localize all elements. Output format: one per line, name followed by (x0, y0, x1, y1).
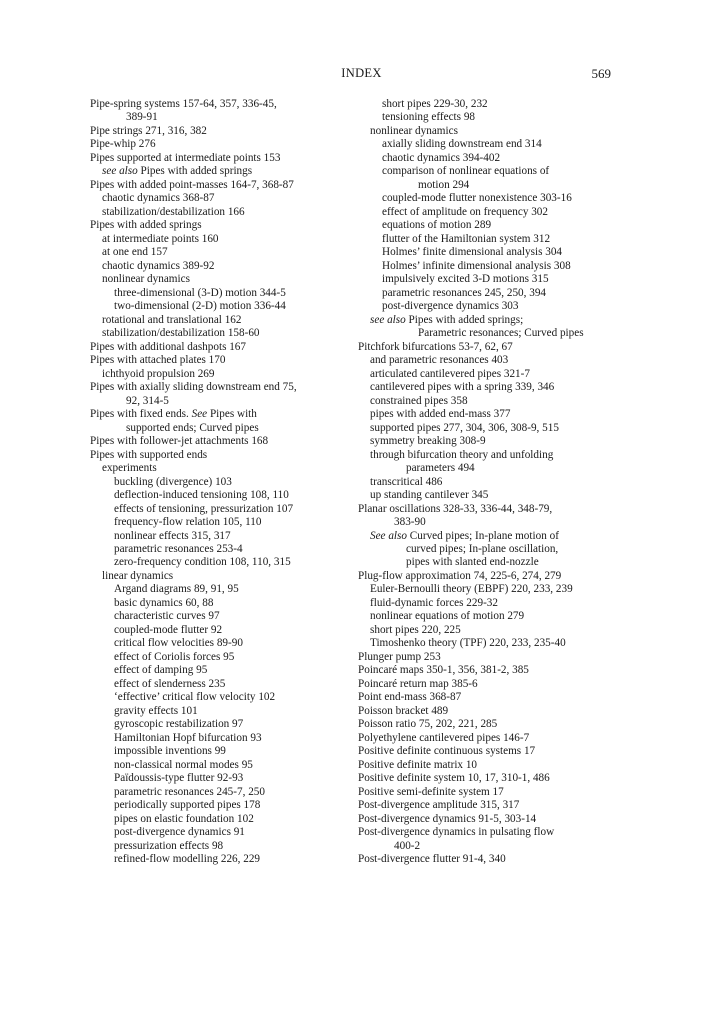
page-number: 569 (591, 66, 611, 81)
index-entry (358, 826, 648, 839)
entry-text: flutter of the Hamiltonian system 312 (382, 232, 551, 245)
index-subentry (382, 273, 648, 286)
entry-text: effects of tensioning, pressurization 107 (114, 502, 294, 515)
index-subentry (370, 489, 648, 502)
index-entry (358, 678, 648, 691)
index-entry (90, 381, 360, 394)
entry-text: cantilevered pipes with a spring 339, 346 (370, 381, 555, 394)
entry-text: parameters 494 (406, 462, 475, 475)
entry-text: parametric resonances 253-4 (114, 542, 243, 555)
entry-text: supported pipes 277, 304, 306, 308-9, 515 (370, 421, 559, 434)
index-entry (90, 449, 360, 462)
index-subentry (370, 476, 648, 489)
entry-text: fluid-dynamic forces 229-32 (370, 596, 498, 609)
index-entry (90, 341, 360, 354)
entry-text: Positive definite matrix 10 (358, 758, 478, 771)
entry-text: basic dynamics 60, 88 (114, 596, 214, 609)
index-subentry (382, 192, 648, 205)
entry-text: two-dimensional (2-D) motion 336-44 (114, 300, 286, 313)
entry-text: buckling (divergence) 103 (114, 475, 232, 488)
entry-text: nonlinear dynamics (370, 124, 458, 137)
entry-text: Pipes with attached plates 170 (90, 354, 226, 367)
entry-text: Timoshenko theory (TPF) 220, 233, 235-40 (370, 637, 566, 650)
entry-text: effect of Coriolis forces 95 (114, 650, 235, 663)
index-subentry (114, 691, 360, 704)
index-subentry (114, 610, 360, 623)
cross-reference-label: See also (370, 529, 407, 542)
index-subentry (114, 651, 360, 664)
entry-text: Pipes supported at intermediate points 153 (90, 151, 281, 164)
entry-text: motion 294 (418, 178, 470, 191)
entry-text: 389-91 (126, 111, 158, 124)
index-entry (358, 772, 648, 785)
entry-text: tensioning effects 98 (382, 111, 476, 124)
entry-text: effect of amplitude on frequency 302 (382, 205, 548, 218)
cross-reference-label: see also (370, 313, 406, 326)
index-entry (358, 786, 648, 799)
entry-text: Curved pipes; In-plane motion of (406, 529, 559, 542)
index-entry (358, 853, 648, 866)
index-subentry (382, 138, 648, 151)
index-entry-continuation (126, 395, 360, 408)
entry-text: up standing cantilever 345 (370, 489, 489, 502)
entry-text: Pipes with follower-jet attachments 168 (90, 435, 269, 448)
index-subentry (102, 327, 360, 340)
index-subentry (114, 489, 360, 502)
entry-text: Pipes with added springs (137, 165, 253, 178)
entry-text: pipes on elastic foundation 102 (114, 812, 254, 825)
entry-text: Argand diagrams 89, 91, 95 (114, 583, 239, 596)
entry-text: impulsively excited 3-D motions 315 (382, 273, 549, 286)
entry-text: Poisson ratio 75, 202, 221, 285 (358, 718, 498, 731)
entry-text: zero-frequency condition 108, 110, 315 (114, 556, 291, 569)
entry-text: Point end-mass 368-87 (358, 691, 462, 704)
index-entry-continuation (126, 422, 360, 435)
entry-text: stabilization/destabilization 158-60 (102, 327, 260, 340)
index-subentry (102, 368, 360, 381)
index-column-left (90, 98, 360, 867)
index-subentry (114, 826, 360, 839)
index-subentry (114, 718, 360, 731)
index-subentry (382, 260, 648, 273)
entry-text: Pipes with additional dashpots 167 (90, 340, 246, 353)
entry-text: Positive definite system 10, 17, 310-1, 486 (358, 772, 550, 785)
index-entry (90, 152, 360, 165)
index-entry (90, 138, 360, 151)
index-entry (90, 98, 360, 111)
index-entry-continuation (406, 556, 648, 569)
entry-text: Plunger pump 253 (358, 650, 441, 663)
entry-text: nonlinear dynamics (102, 273, 190, 286)
index-subentry (114, 678, 360, 691)
entry-text: experiments (102, 462, 157, 475)
index-entry (90, 408, 360, 421)
entry-text: 383-90 (394, 516, 426, 529)
index-subentry (370, 381, 648, 394)
index-subentry (102, 246, 360, 259)
index-subentry (114, 476, 360, 489)
index-subentry (102, 273, 360, 286)
index-entry (358, 651, 648, 664)
index-subentry (382, 152, 648, 165)
index-subentry (370, 449, 648, 462)
entry-text: Pipes with added springs; (405, 313, 524, 326)
index-entry (358, 718, 648, 731)
entry-text: Pipes with added springs (90, 219, 202, 232)
index-subentry (114, 759, 360, 772)
index-subentry (114, 840, 360, 853)
index-entry (358, 341, 648, 354)
index-subentry (370, 597, 648, 610)
entry-text: Poisson bracket 489 (358, 704, 449, 717)
index-subentry (102, 570, 360, 583)
entry-text: pipes with added end-mass 377 (370, 408, 511, 421)
index-subentry (382, 165, 648, 178)
index-entry-continuation (126, 111, 360, 124)
index-subentry (114, 772, 360, 785)
entry-text: constrained pipes 358 (370, 394, 468, 407)
index-subentry (114, 516, 360, 529)
entry-text: 92, 314-5 (126, 394, 169, 407)
index-subentry (114, 786, 360, 799)
index-subentry (382, 98, 648, 111)
entry-text: Pipes with (207, 408, 257, 421)
entry-text: 400-2 (394, 839, 421, 852)
index-subentry (370, 435, 648, 448)
entry-text: through bifurcation theory and unfolding (370, 448, 554, 461)
index-subentry (370, 354, 648, 367)
entry-text: rotational and translational 162 (102, 313, 242, 326)
index-subentry (114, 530, 360, 543)
entry-text: post-divergence dynamics 303 (382, 300, 519, 313)
index-subentry (382, 300, 648, 313)
index-entry (90, 179, 360, 192)
index-subentry (114, 583, 360, 596)
entry-text: gravity effects 101 (114, 704, 198, 717)
entry-text: symmetry breaking 308-9 (370, 435, 486, 448)
index-entry (358, 732, 648, 745)
entry-text: nonlinear equations of motion 279 (370, 610, 525, 623)
index-column-right (358, 98, 648, 867)
index-entry (358, 664, 648, 677)
entry-text: Pitchfork bifurcations 53-7, 62, 67 (358, 340, 513, 353)
index-subentry (114, 745, 360, 758)
index-subentry (370, 368, 648, 381)
entry-text: nonlinear effects 315, 317 (114, 529, 231, 542)
entry-text: Pipe strings 271, 316, 382 (90, 124, 207, 137)
index-entry-continuation (394, 516, 648, 529)
entry-text: Post-divergence dynamics in pulsating flow (358, 826, 555, 839)
index-subentry (114, 813, 360, 826)
index-subentry (382, 219, 648, 232)
index-subentry (114, 543, 360, 556)
index-entry (358, 745, 648, 758)
index-subentry (114, 853, 360, 866)
index-subentry (370, 314, 648, 327)
entry-text: axially sliding downstream end 314 (382, 138, 542, 151)
index-subentry (382, 287, 648, 300)
entry-text: effect of slenderness 235 (114, 677, 226, 690)
index-subentry (102, 233, 360, 246)
index-entry (358, 570, 648, 583)
entry-text: articulated cantilevered pipes 321-7 (370, 367, 530, 380)
entry-text: effect of damping 95 (114, 664, 208, 677)
index-entry-continuation (394, 840, 648, 853)
index-entry-continuation (406, 462, 648, 475)
index-subentry (370, 125, 648, 138)
index-entry (358, 799, 648, 812)
entry-text: Hamiltonian Hopf bifurcation 93 (114, 731, 262, 744)
entry-text: at one end 157 (102, 246, 168, 259)
index-subentry (370, 530, 648, 543)
entry-text: Post-divergence flutter 91-4, 340 (358, 853, 506, 866)
entry-text: Parametric resonances; Curved pipes (418, 327, 584, 340)
entry-text: short pipes 229-30, 232 (382, 98, 488, 110)
entry-text: equations of motion 289 (382, 219, 492, 232)
entry-text: Poincaré return map 385-6 (358, 677, 478, 690)
entry-text: critical flow velocities 89-90 (114, 637, 243, 650)
entry-text: Polyethylene cantilevered pipes 146-7 (358, 731, 530, 744)
index-subentry (114, 637, 360, 650)
entry-text: transcritical 486 (370, 475, 443, 488)
entry-text: chaotic dynamics 368-87 (102, 192, 215, 205)
index-entry (90, 354, 360, 367)
index-entry (358, 503, 648, 516)
index-subentry (114, 597, 360, 610)
index-subentry (102, 206, 360, 219)
index-entry (90, 435, 360, 448)
entry-text: Planar oscillations 328-33, 336-44, 348-79, (358, 502, 553, 515)
index-subentry (114, 705, 360, 718)
index-subentry (382, 246, 648, 259)
page-header (0, 66, 723, 82)
entry-text: short pipes 220, 225 (370, 623, 461, 636)
index-subentry (114, 732, 360, 745)
entry-text: refined-flow modelling 226, 229 (114, 853, 261, 866)
index-entry-continuation (418, 327, 648, 340)
index-subentry (370, 395, 648, 408)
entry-text: frequency-flow relation 105, 110 (114, 516, 262, 529)
entry-text: parametric resonances 245-7, 250 (114, 785, 265, 798)
index-subentry (370, 637, 648, 650)
index-entry-continuation (406, 543, 648, 556)
index-subentry (102, 314, 360, 327)
entry-text: supported ends; Curved pipes (126, 421, 259, 434)
entry-text: Pipes with supported ends (90, 448, 208, 461)
entry-text: Euler-Bernoulli theory (EBPF) 220, 233, 239 (370, 583, 573, 596)
entry-text: and parametric resonances 403 (370, 354, 509, 367)
cross-reference-label: see also (102, 165, 138, 178)
entry-text: stabilization/destabilization 166 (102, 205, 245, 218)
entry-text: Poincaré maps 350-1, 356, 381-2, 385 (358, 664, 529, 677)
index-entry (90, 125, 360, 138)
entry-text: Pipes with axially sliding downstream end 75, (90, 381, 297, 394)
entry-text: Holmes’ infinite dimensional analysis 308 (382, 259, 571, 272)
entry-text: characteristic curves 97 (114, 610, 220, 623)
cross-reference-label: See (191, 408, 208, 421)
index-subentry (102, 462, 360, 475)
entry-text: post-divergence dynamics 91 (114, 826, 245, 839)
entry-text: non-classical normal modes 95 (114, 758, 253, 771)
entry-text: Positive definite continuous systems 17 (358, 745, 536, 758)
entry-text: Pipe-whip 276 (90, 138, 156, 151)
index-entry (90, 219, 360, 232)
index-subentry (102, 260, 360, 273)
index-subentry (382, 206, 648, 219)
entry-text: Pipes with added point-masses 164-7, 368-87 (90, 178, 294, 191)
entry-text: three-dimensional (3-D) motion 344-5 (114, 286, 286, 299)
entry-text: deflection-induced tensioning 108, 110 (114, 489, 289, 502)
entry-text: chaotic dynamics 394-402 (382, 151, 501, 164)
index-subentry (114, 503, 360, 516)
entry-text: Holmes’ finite dimensional analysis 304 (382, 246, 563, 259)
index-entry (358, 759, 648, 772)
index-subentry (382, 111, 648, 124)
entry-text: coupled-mode flutter nonexistence 303-16 (382, 192, 572, 205)
entry-text: pipes with slanted end-nozzle (406, 556, 539, 569)
entry-text: comparison of nonlinear equations of (382, 165, 550, 178)
entry-text: pressurization effects 98 (114, 839, 224, 852)
index-subentry (102, 192, 360, 205)
index-entry (358, 705, 648, 718)
index-subentry (114, 556, 360, 569)
running-head: INDEX (341, 66, 382, 80)
index-subentry (370, 408, 648, 421)
index-subentry (370, 624, 648, 637)
entry-text: at intermediate points 160 (102, 232, 219, 245)
entry-text: impossible inventions 99 (114, 745, 226, 758)
entry-text: Pipes with fixed ends. (90, 408, 192, 421)
index-subentry (114, 799, 360, 812)
entry-text: parametric resonances 245, 250, 394 (382, 286, 547, 299)
entry-text: Plug-flow approximation 74, 225-6, 274, 279 (358, 569, 562, 582)
entry-text: periodically supported pipes 178 (114, 799, 261, 812)
entry-text: coupled-mode flutter 92 (114, 623, 223, 636)
entry-text: ‘effective’ critical flow velocity 102 (114, 691, 276, 704)
index-entry-continuation (418, 179, 648, 192)
index-subentry (370, 610, 648, 623)
entry-text: gyroscopic restabilization 97 (114, 718, 244, 731)
entry-text: Positive semi-definite system 17 (358, 785, 504, 798)
index-subentry (114, 287, 360, 300)
index-entry (358, 813, 648, 826)
entry-text: Pipe-spring systems 157-64, 357, 336-45, (90, 98, 277, 110)
index-subentry (370, 422, 648, 435)
entry-text: linear dynamics (102, 569, 174, 582)
entry-text: chaotic dynamics 389-92 (102, 259, 215, 272)
entry-text: ichthyoid propulsion 269 (102, 367, 215, 380)
index-subentry (114, 300, 360, 313)
index-subentry (382, 233, 648, 246)
entry-text: Post-divergence dynamics 91-5, 303-14 (358, 812, 537, 825)
entry-text: curved pipes; In-plane oscillation, (406, 542, 559, 555)
index-subentry (114, 664, 360, 677)
index-subentry (102, 165, 360, 178)
index-subentry (370, 583, 648, 596)
entry-text: Païdoussis-type flutter 92-93 (114, 772, 244, 785)
entry-text: Post-divergence amplitude 315, 317 (358, 799, 520, 812)
index-entry (358, 691, 648, 704)
index-subentry (114, 624, 360, 637)
